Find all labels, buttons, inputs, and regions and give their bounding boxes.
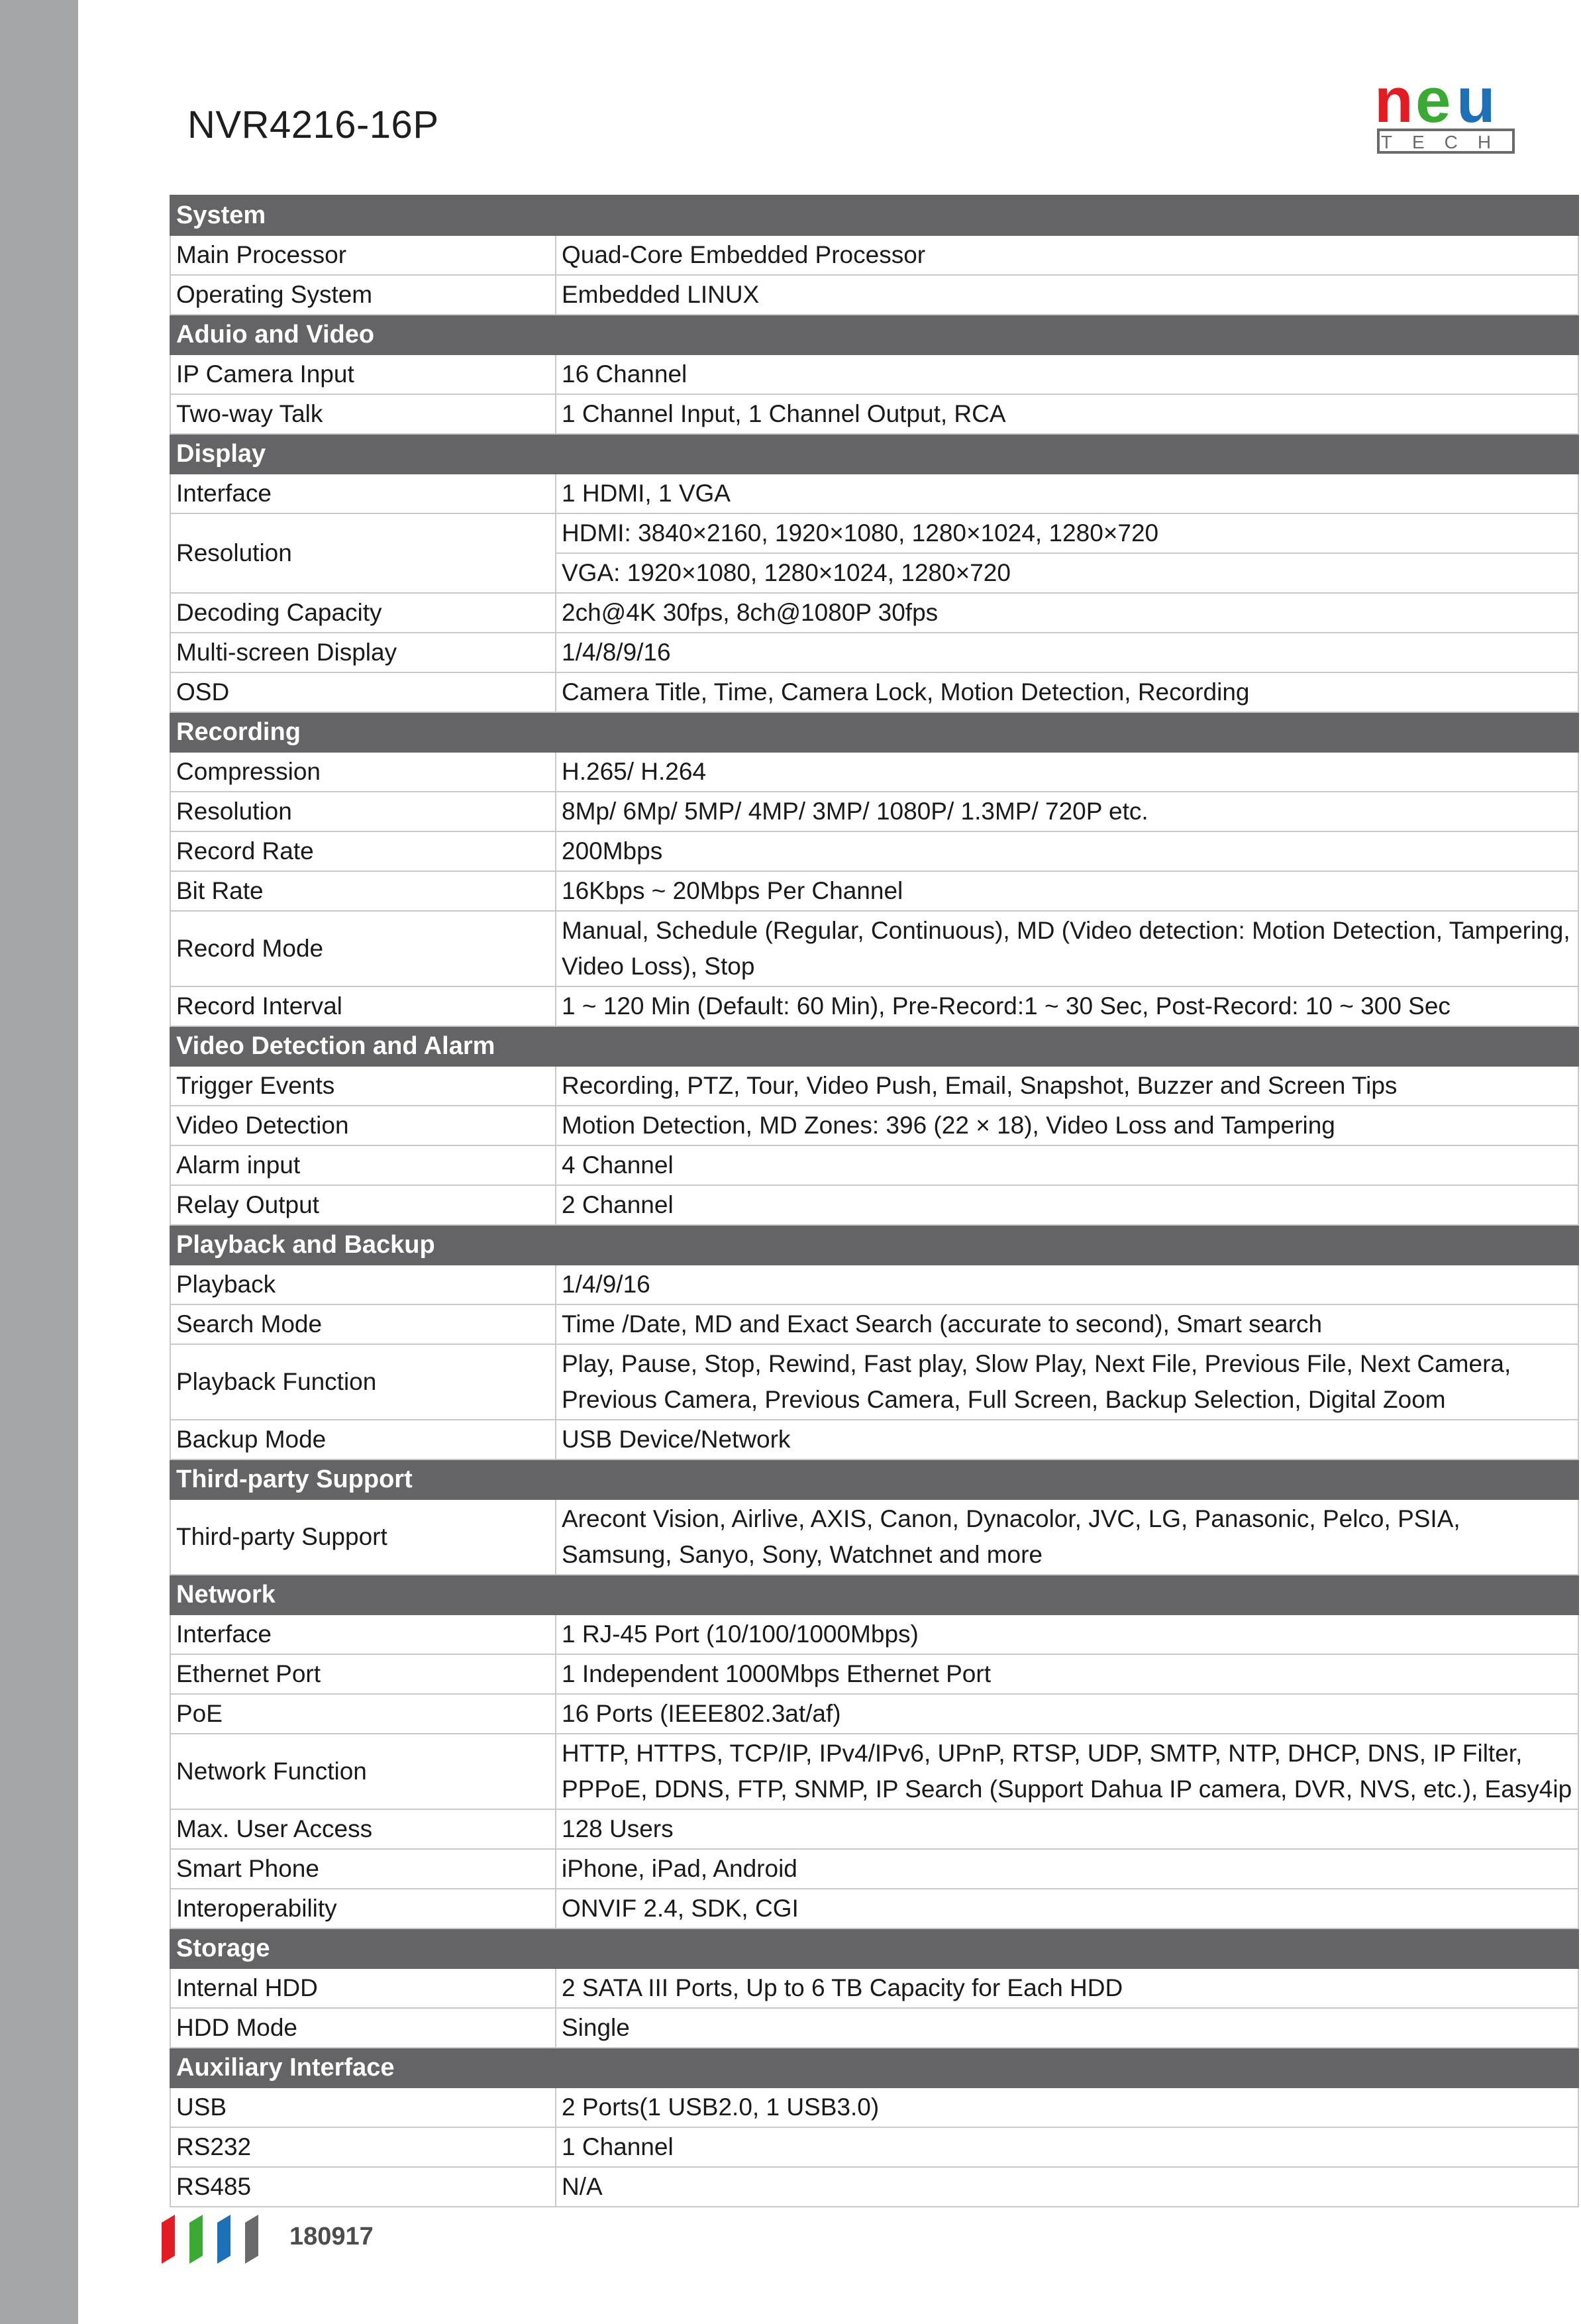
spec-row [170, 1968, 1578, 2008]
spec-value: Manual, Schedule (Regular, Continuous), MD (Video detection: Motion Detection, Tampering, Video Loss), Stop [556, 911, 1578, 986]
spec-value: Recording, PTZ, Tour, Video Push, Email, Snapshot, Buzzer and Screen Tips [556, 1066, 1578, 1106]
spec-label: Record Interval [170, 986, 556, 1026]
spec-value: Quad-Core Embedded Processor [556, 235, 1578, 275]
spec-label: Internal HDD [170, 1968, 556, 2008]
spec-value: iPhone, iPad, Android [556, 1849, 1578, 1889]
spec-row [170, 354, 1578, 394]
section-header [170, 1459, 1578, 1499]
spec-row [170, 871, 1578, 911]
spec-label: Multi-screen Display [170, 633, 556, 672]
spec-row [170, 986, 1578, 1026]
spec-row [170, 1344, 1578, 1420]
section-header [170, 434, 1578, 474]
spec-row [170, 2008, 1578, 2048]
spec-label: Resolution [170, 513, 556, 593]
spec-value: 1 ~ 120 Min (Default: 60 Min), Pre-Record:1 ~ 30 Sec, Post-Record: 10 ~ 300 Sec [556, 986, 1578, 1026]
spec-row [170, 1106, 1578, 1145]
spec-label: Main Processor [170, 235, 556, 275]
section-header [170, 1225, 1578, 1265]
spec-row [170, 633, 1578, 672]
spec-label: Search Mode [170, 1304, 556, 1344]
section-header [170, 1026, 1578, 1066]
spec-label: Ethernet Port [170, 1654, 556, 1694]
spec-value: 1 Channel [556, 2127, 1578, 2167]
section-title: Recording [170, 712, 1578, 752]
section-title: Storage [170, 1928, 1578, 1968]
section-header [170, 195, 1578, 235]
section-header [170, 712, 1578, 752]
spec-value: 1 Independent 1000Mbps Ethernet Port [556, 1654, 1578, 1694]
section-title: Network [170, 1575, 1578, 1614]
spec-value: 1 RJ-45 Port (10/100/1000Mbps) [556, 1614, 1578, 1654]
spec-row [170, 513, 1578, 553]
spec-value: Play, Pause, Stop, Rewind, Fast play, Slow Play, Next File, Previous File, Next Camera, Previous Camera, Previous Camera, Full Screen, Backup Selection, Digital Zoom [556, 1344, 1578, 1420]
spec-value: 2 SATA III Ports, Up to 6 TB Capacity for Each HDD [556, 1968, 1578, 2008]
spec-value: 128 Users [556, 1809, 1578, 1849]
section-header [170, 1928, 1578, 1968]
spec-row [170, 1499, 1578, 1575]
section-title: System [170, 195, 1578, 235]
brand-bars-icon [154, 2209, 273, 2266]
spec-row [170, 831, 1578, 871]
spec-row [170, 2167, 1578, 2207]
spec-label: Bit Rate [170, 871, 556, 911]
spec-label: RS232 [170, 2127, 556, 2167]
spec-label: Backup Mode [170, 1420, 556, 1459]
spec-label: Max. User Access [170, 1809, 556, 1849]
spec-value: 1 Channel Input, 1 Channel Output, RCA [556, 394, 1578, 434]
section-title: Playback and Backup [170, 1225, 1578, 1265]
svg-text:e: e [1415, 74, 1451, 136]
section-header [170, 315, 1578, 354]
document-code: 180917 [289, 2223, 374, 2250]
spec-row [170, 1420, 1578, 1459]
spec-value: VGA: 1920×1080, 1280×1024, 1280×720 [556, 553, 1578, 593]
spec-label: USB [170, 2087, 556, 2127]
spec-row [170, 1734, 1578, 1809]
spec-value: Time /Date, MD and Exact Search (accurate to second), Smart search [556, 1304, 1578, 1344]
section-header [170, 2048, 1578, 2087]
section-title: Auxiliary Interface [170, 2048, 1578, 2087]
spec-value: Arecont Vision, Airlive, AXIS, Canon, Dynacolor, JVC, LG, Panasonic, Pelco, PSIA, Samsung, Sanyo, Sony, Watchnet and more [556, 1499, 1578, 1575]
spec-label: Compression [170, 752, 556, 792]
spec-label: Interface [170, 1614, 556, 1654]
spec-label: HDD Mode [170, 2008, 556, 2048]
svg-text:TECH: TECH [1380, 132, 1511, 152]
neu-tech-logo [1374, 74, 1527, 158]
spec-label: Relay Output [170, 1185, 556, 1225]
spec-value: HTTP, HTTPS, TCP/IP, IPv4/IPv6, UPnP, RTSP, UDP, SMTP, NTP, DHCP, DNS, IP Filter, PPPoE, DDNS, FTP, SNMP, IP Search (Support Dahua IP camera, DVR, NVS, etc.), Easy4ip [556, 1734, 1578, 1809]
section-title: Video Detection and Alarm [170, 1026, 1578, 1066]
spec-row [170, 1185, 1578, 1225]
spec-value: 2 Ports(1 USB2.0, 1 USB3.0) [556, 2087, 1578, 2127]
spec-row [170, 792, 1578, 831]
spec-row [170, 1694, 1578, 1734]
spec-label: Operating System [170, 275, 556, 315]
spec-value: 2 Channel [556, 1185, 1578, 1225]
spec-label: PoE [170, 1694, 556, 1734]
spec-value: 16 Ports (IEEE802.3at/af) [556, 1694, 1578, 1734]
spec-row [170, 1809, 1578, 1849]
spec-label: Interoperability [170, 1889, 556, 1928]
section-title: Display [170, 434, 1578, 474]
section-title: Third-party Support [170, 1459, 1578, 1499]
spec-row [170, 911, 1578, 986]
spec-row [170, 1614, 1578, 1654]
spec-row [170, 1654, 1578, 1694]
side-bar [0, 0, 78, 2324]
spec-label: Interface [170, 474, 556, 513]
spec-label: Decoding Capacity [170, 593, 556, 633]
spec-value: 16Kbps ~ 20Mbps Per Channel [556, 871, 1578, 911]
svg-text:u: u [1456, 74, 1496, 136]
spec-label: Playback [170, 1265, 556, 1304]
spec-value: N/A [556, 2167, 1578, 2207]
spec-row [170, 275, 1578, 315]
spec-row [170, 2127, 1578, 2167]
spec-label: Smart Phone [170, 1849, 556, 1889]
spec-value: Camera Title, Time, Camera Lock, Motion Detection, Recording [556, 672, 1578, 712]
spec-label: Third-party Support [170, 1499, 556, 1575]
spec-value: 1 HDMI, 1 VGA [556, 474, 1578, 513]
spec-row [170, 2087, 1578, 2127]
spec-label: OSD [170, 672, 556, 712]
spec-label: Alarm input [170, 1145, 556, 1185]
spec-row [170, 474, 1578, 513]
spec-label: Network Function [170, 1734, 556, 1809]
spec-value: 2ch@4K 30fps, 8ch@1080P 30fps [556, 593, 1578, 633]
spec-label: Record Mode [170, 911, 556, 986]
page-title: NVR4216-16P [187, 103, 439, 146]
spec-row [170, 235, 1578, 275]
spec-value: Motion Detection, MD Zones: 396 (22 × 18), Video Loss and Tampering [556, 1106, 1578, 1145]
spec-row [170, 1145, 1578, 1185]
spec-value: Single [556, 2008, 1578, 2048]
spec-row [170, 1849, 1578, 1889]
spec-row [170, 1265, 1578, 1304]
spec-label: Two-way Talk [170, 394, 556, 434]
spec-value: 4 Channel [556, 1145, 1578, 1185]
spec-row [170, 1304, 1578, 1344]
section-title: Aduio and Video [170, 315, 1578, 354]
spec-value: HDMI: 3840×2160, 1920×1080, 1280×1024, 1280×720 [556, 513, 1578, 553]
spec-label: RS485 [170, 2167, 556, 2207]
spec-value: USB Device/Network [556, 1420, 1578, 1459]
spec-value: Embedded LINUX [556, 275, 1578, 315]
spec-label: Record Rate [170, 831, 556, 871]
spec-value: 1/4/8/9/16 [556, 633, 1578, 672]
spec-table [170, 195, 1579, 2207]
spec-value: 200Mbps [556, 831, 1578, 871]
spec-value: 16 Channel [556, 354, 1578, 394]
spec-label: Trigger Events [170, 1066, 556, 1106]
spec-row [170, 394, 1578, 434]
spec-value: 8Mp/ 6Mp/ 5MP/ 4MP/ 3MP/ 1080P/ 1.3MP/ 720P etc. [556, 792, 1578, 831]
spec-row [170, 593, 1578, 633]
spec-row [170, 752, 1578, 792]
spec-label: Playback Function [170, 1344, 556, 1420]
spec-label: Video Detection [170, 1106, 556, 1145]
spec-label: IP Camera Input [170, 354, 556, 394]
spec-value: H.265/ H.264 [556, 752, 1578, 792]
spec-value: ONVIF 2.4, SDK, CGI [556, 1889, 1578, 1928]
spec-row [170, 1066, 1578, 1106]
svg-text:n: n [1374, 74, 1413, 136]
section-header [170, 1575, 1578, 1614]
spec-label: Resolution [170, 792, 556, 831]
spec-row [170, 1889, 1578, 1928]
spec-value: 1/4/9/16 [556, 1265, 1578, 1304]
spec-row [170, 672, 1578, 712]
